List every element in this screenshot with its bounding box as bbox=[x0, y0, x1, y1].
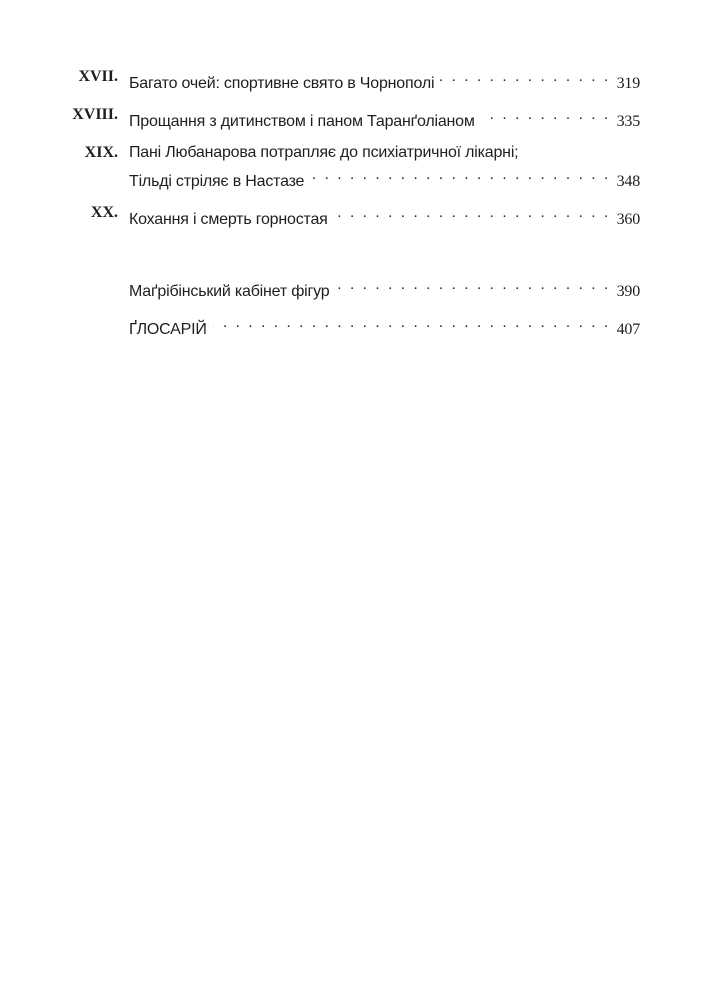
dot-leader bbox=[213, 312, 611, 334]
page-number: 407 bbox=[616, 321, 640, 338]
page-number: 360 bbox=[616, 211, 640, 228]
chapter-title-line-1: Пані Любанарова потрапляє до психіатричної лікарні; bbox=[129, 144, 519, 161]
page-number: 335 bbox=[616, 113, 640, 130]
section-title: ҐЛОСАРІЙ bbox=[129, 321, 207, 338]
dot-leader bbox=[481, 104, 611, 126]
dot-leader bbox=[440, 66, 610, 88]
chapter-title: Кохання і смерть горностая bbox=[129, 211, 328, 228]
chapter-title: Багато очей: спортивне свято в Чорнополі bbox=[129, 75, 435, 92]
page-number: 348 bbox=[616, 173, 640, 190]
dot-leader bbox=[335, 274, 610, 296]
dot-leader bbox=[334, 202, 611, 224]
page-number: 319 bbox=[616, 75, 640, 92]
section-title: Маґрібінський кабінет фігур bbox=[129, 283, 330, 300]
chapter-number: XVIII. bbox=[72, 106, 118, 123]
chapter-number: XX. bbox=[90, 204, 118, 221]
dot-leader bbox=[310, 164, 610, 186]
chapter-number: XVII. bbox=[78, 68, 118, 85]
chapter-number: XIX. bbox=[84, 144, 118, 161]
chapter-title-line-2: Тільді стріляє в Настазе bbox=[129, 173, 305, 190]
chapter-title: Прощання з дитинством і паном Таранґоліаном bbox=[129, 113, 475, 130]
page-number: 390 bbox=[616, 283, 640, 300]
